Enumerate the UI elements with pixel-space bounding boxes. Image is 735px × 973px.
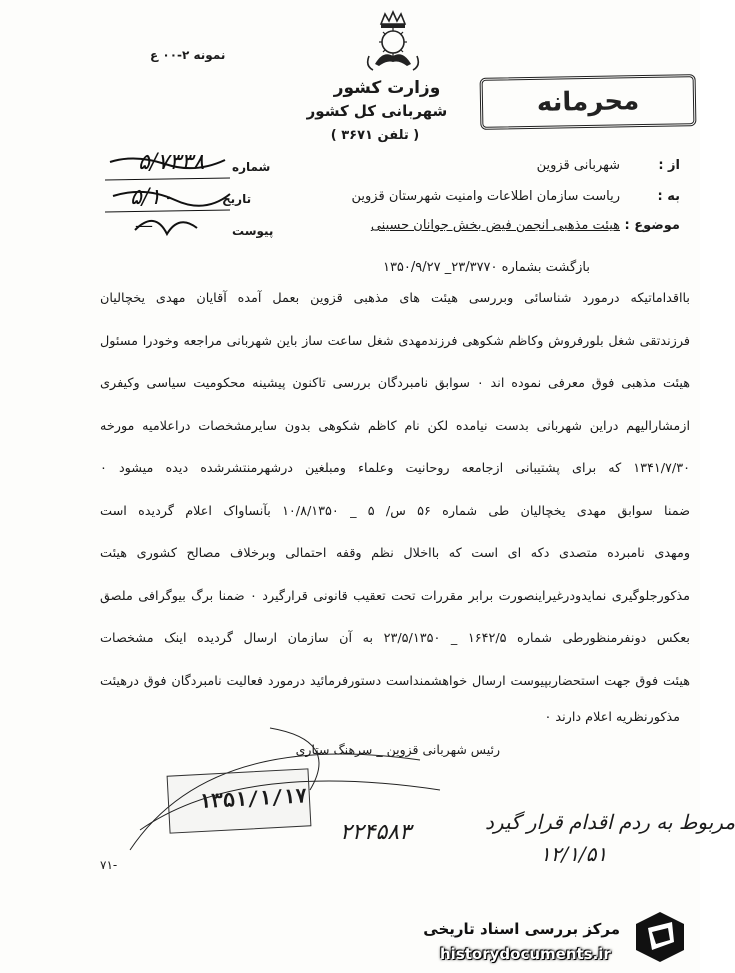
- handwritten-note: مربوط به ردم اقدام قرار گیرد: [485, 810, 735, 834]
- body-line: مذکورنظریه اعلام دارند ۰: [544, 710, 680, 725]
- body-line: بااقداماتیکه درمورد شناسائی وبررسی هیئت های مذهبی قزوین بعمل آمده آقایان مهدی یخچالیان: [100, 291, 690, 306]
- subject-value: هیئت مذهبی انجمن فیض بخش جوانان حسینی: [370, 218, 620, 233]
- to-label: به :: [657, 189, 680, 204]
- body-line: هیئت فوق جهت استحضاربپیوست ارسال خواهشمنداست دستورفرمائید درمورد فعالیت نامبردگان فوق درهیئت: [100, 674, 690, 689]
- received-date-stamp: [167, 768, 312, 833]
- from-label: از :: [658, 158, 680, 173]
- body-line: مذکورجلوگیری نمایدودرغیراینصورت برابر مقررات تحت تعقیب قانونی قرارگیرد ۰ ضمنا برگ بیوگرافی ملصق: [100, 589, 690, 604]
- body-line: ۱۳۴۱/۷/۳۰ که برای پشتیبانی ازجامعه روحانیت وعلماء ومبلغین درشهرمنتشرشده دیده میشود ۰: [100, 461, 690, 476]
- form-number: نمونه ۲-۰۰ ع: [150, 48, 226, 62]
- watermark-url: historydocuments.ir: [440, 945, 611, 963]
- reference-line: بازگشت بشماره ۲۳/۳۷۷۰_ ۱۳۵۰/۹/۲۷: [382, 260, 590, 275]
- from-value: شهربانی قزوین: [536, 158, 620, 173]
- body-line: ومهدی نامبرده متصدی دکه ای است که بااخلال نظم وقفه احتمالی وبرخلاف مصالح کشوری هیئت: [100, 546, 690, 561]
- watermark-title: مرکز بررسی اسناد تاریخی: [423, 920, 620, 938]
- body-line: بعکس دونفرمنظورطی شماره ۱۶۴۲/۵ _ ۲۳/۵/۱۳۵۰ به آن سازمان ارسال گردیده اینک مشخصات: [100, 631, 690, 646]
- number-label: شماره: [232, 160, 271, 174]
- body-line: ازمشارالیهم دراین شهربانی بدست نیامده لکن نام کاظم شکوهی بدون سایرمشخصات دراعلامیه مورخه: [100, 419, 690, 434]
- received-date-value: ۱۳۵۱/۱/۱۷: [198, 783, 308, 814]
- to-value: ریاست سازمان اطلاعات وامنیت شهرستان قزوین: [351, 189, 620, 204]
- police-hq-heading: شهربانی کل کشور: [306, 102, 448, 120]
- ministry-heading: وزارت کشور: [333, 78, 441, 98]
- confidential-stamp: محرمانه: [480, 74, 697, 130]
- subject-label: موضوع :: [624, 218, 680, 233]
- body-line: فرزندتقی شغل بلورفروش وکاظم شکوهی فرزندمهدی شغل ساعت ساز باین شهربانی مراجعه وخودرا مسئول: [100, 334, 690, 349]
- letter-number-value: ۵/۷۳۳۸: [138, 150, 205, 175]
- phone-line: ( تلفن ۳۶۷۱ ): [330, 128, 420, 143]
- signatory-line: رئیس شهربانی قزوین _ سرهنگ ستاری: [295, 742, 500, 757]
- date-label: تاریخ: [222, 192, 252, 206]
- letter-date-value: ۵/۱۰: [130, 185, 173, 210]
- body-line: هیئت مذهبی فوق معرفی نموده اند ۰ سوابق نامبردگان بررسی تاکنون پیشینه محکومیت سیاسی وکیفری: [100, 376, 690, 391]
- lion-and-sun-emblem-icon: [363, 10, 423, 72]
- page-mark: ۷۱-: [100, 858, 118, 872]
- attachment-label: پیوست: [232, 224, 274, 238]
- letter-attachment-value: —: [135, 215, 153, 236]
- handwritten-date: ۱۲/۱/۵۱: [540, 842, 608, 866]
- history-documents-logo-icon: [630, 908, 690, 966]
- handwritten-number: ۲۲۴۵۸۳: [340, 820, 411, 845]
- body-line: ضمنا سوابق مهدی یخچالیان طی شماره ۵۶ س/ ۵ _ ۱۰/۸/۱۳۵۰ بآنساواک اعلام گردیده است: [100, 504, 690, 519]
